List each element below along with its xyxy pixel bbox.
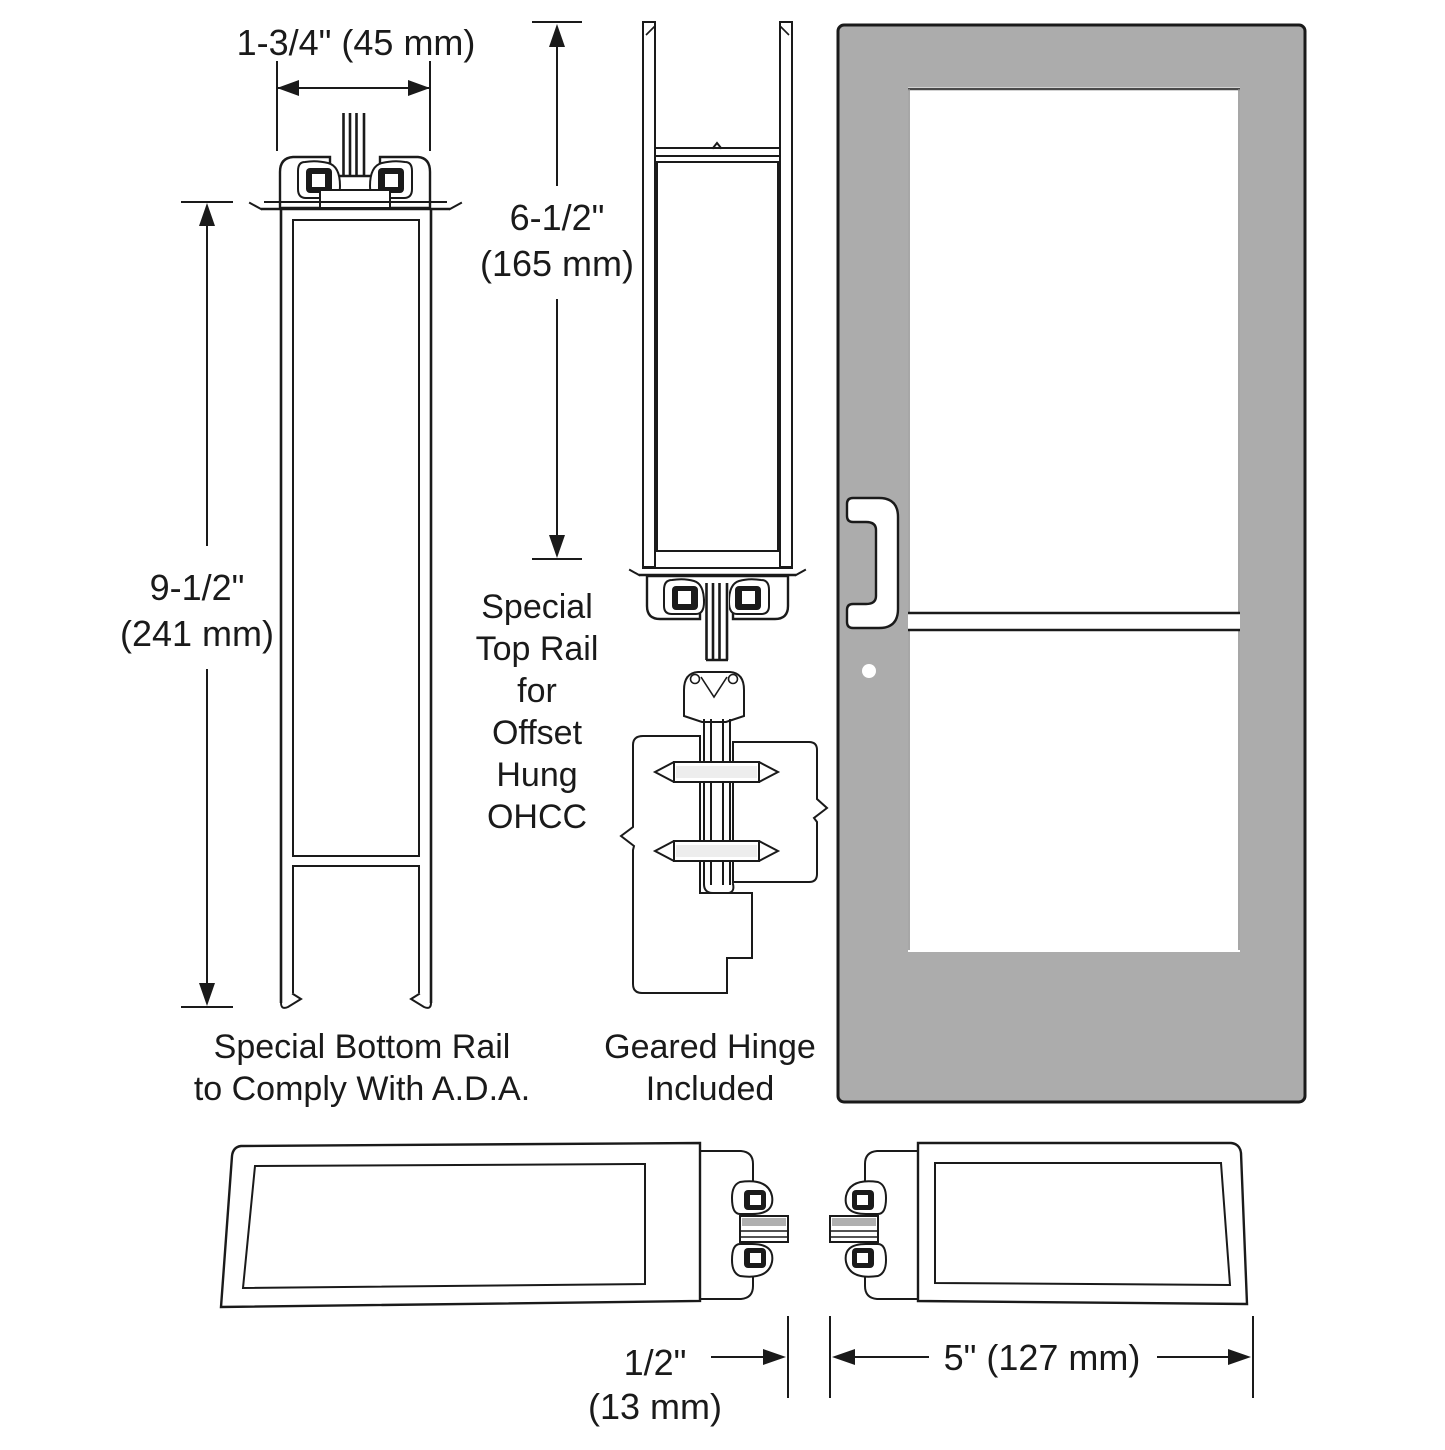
rail-wall-left [643,22,655,567]
dim-label-top-rail-2: (165 mm) [479,243,635,284]
screw-shaft-shade [676,845,757,857]
rail-feet [281,994,431,1008]
dim-label-rail-width: 1-3/4" (45 mm) [236,22,476,63]
gasket-detail-hole [385,174,398,187]
rail-body-divider [293,866,419,992]
setting-block [320,190,390,208]
dim-label-top-rail-1: 6-1/2" [509,197,605,238]
web-divider [655,143,780,156]
caption-top-rail-4: Offset [491,714,583,752]
stile-sections [221,1143,1247,1307]
dim-top-rail-height [480,22,634,559]
dim-label-rail-height-1: 9-1/2" [149,567,245,608]
dim-bottom-rail-height [120,202,274,1007]
arrow-right-icon [408,80,430,96]
caption-bottom-rail-2: to Comply With A.D.A. [193,1070,531,1108]
caption-top-rail-1: Special [481,588,593,626]
gasket-detail-hole [742,591,755,604]
caption-top-rail-3: for [517,672,557,710]
geared-hinge-section [604,672,827,1108]
caption-top-rail-5: Hung [496,756,578,794]
stile-section-right [918,1143,1247,1304]
rail-body-inner [293,220,419,856]
gasket-detail-hole [750,1253,761,1263]
dim-stile-width [832,1317,1253,1397]
arrow-down-icon [549,535,565,558]
caption-top-rail-2: Top Rail [475,630,599,668]
arrow-right-icon [763,1349,786,1365]
wall-top-hooks [646,26,789,35]
dim-label-stile-width: 5" (127 mm) [943,1337,1141,1378]
dim-door-gap [588,1317,830,1427]
rail-wall-right [780,22,792,567]
gasket-detail-hole [312,174,325,187]
lock-cylinder-dot [862,664,876,678]
gasket-detail-hole [857,1253,868,1263]
stile-section-left [221,1143,700,1307]
dim-label-gap-2: (13 mm) [588,1386,722,1427]
mid-rail [908,613,1240,630]
screw-shaft-shade [676,766,757,778]
caption-hinge-2: Included [645,1070,775,1108]
glass-stripe [832,1218,876,1226]
caption-bottom-rail-1: Special Bottom Rail [213,1028,511,1066]
dim-ticks [788,1317,830,1397]
glass-edge [705,583,729,660]
gasket-detail-hole [750,1195,761,1205]
dim-label-rail-height-2: (241 mm) [119,613,275,654]
dim-label-gap-1: 1/2" [623,1342,687,1383]
door-glass [908,87,1240,952]
glass-stripe [742,1218,786,1226]
gasket-detail-hole [857,1195,868,1205]
rail-inner-chamber [657,162,778,551]
arrow-left-icon [277,80,299,96]
top-rail-section [476,22,805,836]
caption-top-rail-6: OHCC [486,798,588,836]
arrow-right-icon [1228,1349,1251,1365]
door-elevation [838,25,1305,1102]
gasket-detail-hole [678,591,691,604]
caption-hinge-1: Geared Hinge [604,1028,816,1066]
arrow-down-icon [199,983,215,1006]
hinge-gear-channel [704,720,733,893]
